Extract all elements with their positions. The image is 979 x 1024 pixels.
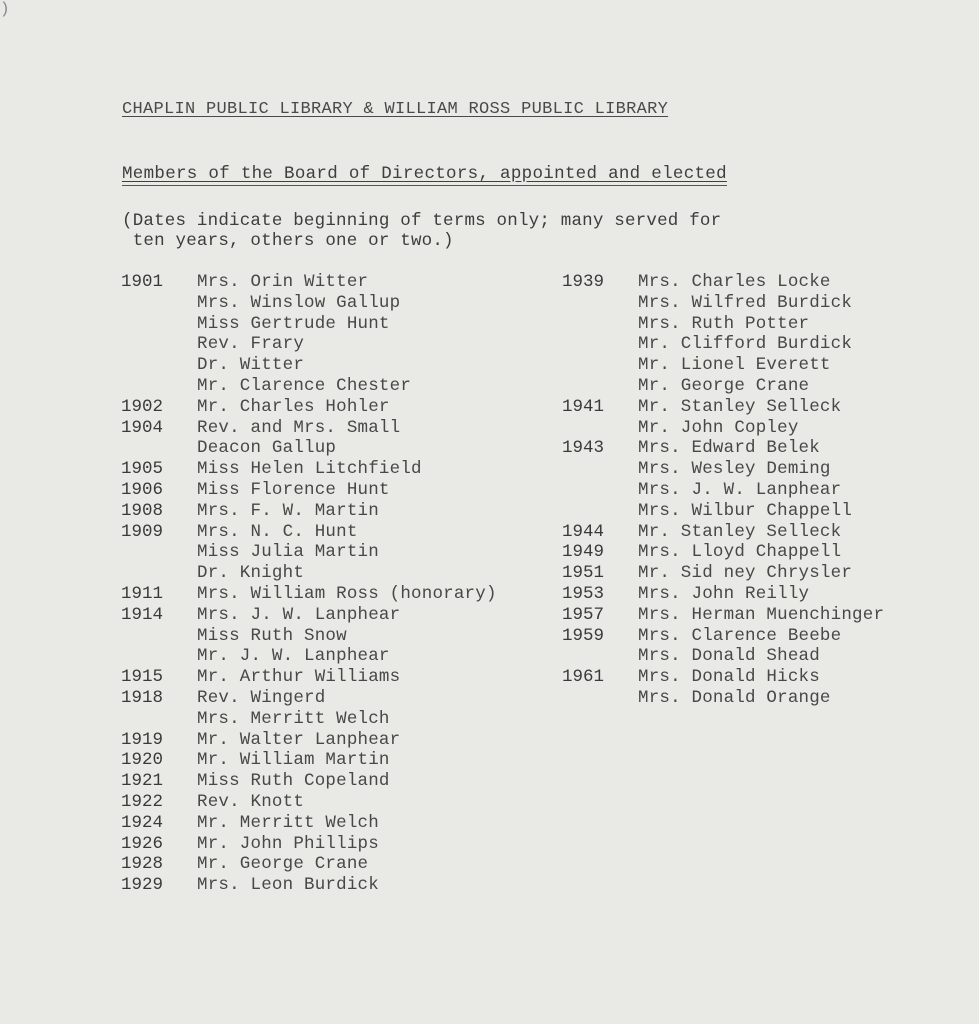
term-year: 1949: [562, 542, 605, 563]
term-year: [562, 376, 638, 397]
member-row: [121, 750, 497, 771]
member-row: [562, 584, 884, 605]
member-name: Mrs. Lloyd Chappell: [638, 542, 842, 563]
member-row: [121, 854, 497, 875]
member-name: Mr. Stanley Selleck: [638, 521, 842, 542]
member-row: [562, 355, 884, 376]
member-name: Mrs. Donald Hicks: [638, 667, 820, 688]
term-year: [562, 646, 638, 667]
member-name: Mr. Clifford Burdick: [638, 334, 853, 355]
member-row: [562, 563, 884, 584]
term-year: [562, 334, 638, 355]
term-year: 1908: [121, 500, 164, 521]
member-name: Mrs. Charles Locke: [638, 272, 831, 292]
term-year: 1919: [121, 729, 164, 750]
term-year: 1920: [121, 750, 164, 771]
member-row: [121, 501, 497, 522]
term-year: [121, 376, 197, 397]
member-name: Rev. Frary: [197, 334, 305, 355]
member-row: [121, 875, 497, 896]
term-year: [562, 480, 638, 501]
member-name: Mr. Charles Hohler: [197, 396, 390, 417]
member-name: Mrs. Orin Witter: [197, 272, 369, 292]
term-year: 1915: [121, 667, 164, 688]
member-name: Mr. William Martin: [197, 750, 390, 771]
member-name: Mr. Sid ney Chrysler: [638, 563, 853, 584]
member-name: Mrs. Wilbur Chappell: [638, 500, 853, 521]
term-year: [121, 646, 197, 667]
member-name: Mr. Walter Lanphear: [197, 729, 401, 750]
left-member-list: [121, 272, 497, 896]
term-year: 1906: [121, 479, 164, 500]
member-row: [562, 334, 884, 355]
term-year: 1939: [562, 272, 605, 292]
member-name: Mrs. Clarence Beebe: [638, 625, 842, 646]
member-name: Miss Gertrude Hunt: [197, 313, 390, 334]
term-year: [562, 688, 638, 709]
term-year: 1951: [562, 563, 605, 584]
member-name: Deacon Gallup: [197, 438, 337, 459]
term-year: 1924: [121, 812, 164, 833]
member-row: [121, 626, 497, 647]
member-row: [121, 584, 497, 605]
term-year: 1943: [562, 438, 605, 459]
member-name: Mrs. J. W. Lanphear: [638, 479, 842, 500]
member-row: [562, 293, 884, 314]
member-name: Rev. and Mrs. Small: [197, 417, 401, 438]
member-row: [562, 626, 884, 647]
member-name: Mrs. F. W. Martin: [197, 500, 379, 521]
term-year: [121, 314, 197, 335]
term-year: [121, 563, 197, 584]
member-name: Mrs. Wesley Deming: [638, 459, 831, 480]
member-name: Mrs. Leon Burdick: [197, 875, 379, 896]
member-name: Dr. Knight: [197, 563, 305, 584]
member-row: [121, 771, 497, 792]
right-member-list: [562, 272, 884, 709]
member-row: [121, 418, 497, 439]
member-row: [121, 688, 497, 709]
member-name: Rev. Wingerd: [197, 687, 326, 708]
member-row: [121, 605, 497, 626]
member-row: [121, 522, 497, 543]
member-row: [121, 376, 497, 397]
member-row: [121, 813, 497, 834]
member-row: [121, 438, 497, 459]
term-year: [121, 709, 197, 730]
member-row: [121, 272, 497, 293]
member-row: [121, 563, 497, 584]
subtitle-text: Members of the Board of Directors, appointed and elected: [122, 164, 727, 184]
member-row: [562, 418, 884, 439]
term-year: 1944: [562, 521, 605, 542]
term-year: [562, 459, 638, 480]
member-name: Mr. John Copley: [638, 417, 799, 438]
member-name: Mr. Lionel Everett: [638, 355, 831, 376]
member-name: Mrs. Edward Belek: [638, 438, 820, 459]
member-name: Mrs. Donald Shead: [638, 646, 820, 667]
term-year: 1902: [121, 396, 164, 417]
member-row: [121, 667, 497, 688]
term-year: 1901: [121, 272, 164, 292]
member-row: [562, 480, 884, 501]
member-name: Mr. John Phillips: [197, 833, 379, 854]
member-name: Mrs. Donald Orange: [638, 687, 831, 708]
corner-mark: ): [0, 0, 10, 18]
member-row: [121, 730, 497, 751]
term-year: 1959: [562, 625, 605, 646]
member-row: [121, 834, 497, 855]
member-row: [562, 314, 884, 335]
member-row: [562, 688, 884, 709]
term-year: [562, 314, 638, 335]
document-title: CHAPLIN PUBLIC LIBRARY & WILLIAM ROSS PUBLIC LIBRARY: [122, 100, 669, 119]
member-name: Mrs. William Ross (honorary): [197, 583, 497, 604]
member-row: [562, 542, 884, 563]
term-year: 1922: [121, 791, 164, 812]
term-year: [562, 355, 638, 376]
term-year: 1941: [562, 396, 605, 417]
term-year: 1909: [121, 521, 164, 542]
member-name: Mr. Clarence Chester: [197, 375, 412, 396]
member-name: Mr. Stanley Selleck: [638, 396, 842, 417]
member-name: Rev. Knott: [197, 791, 305, 812]
term-year: 1921: [121, 771, 164, 792]
member-row: [562, 667, 884, 688]
term-year: 1928: [121, 854, 164, 875]
member-name: Mrs. Ruth Potter: [638, 313, 810, 334]
member-row: [562, 605, 884, 626]
term-year: 1904: [121, 417, 164, 438]
member-name: Mrs. Herman Muenchinger: [638, 604, 885, 625]
member-row: [121, 314, 497, 335]
member-name: Miss Ruth Copeland: [197, 771, 390, 792]
member-row: [562, 397, 884, 418]
term-year: [121, 293, 197, 314]
term-year: [121, 626, 197, 647]
term-year: [121, 542, 197, 563]
member-name: Mrs. N. C. Hunt: [197, 521, 358, 542]
member-row: [121, 459, 497, 480]
terms-note: [122, 211, 721, 251]
member-row: [121, 293, 497, 314]
term-year: [562, 293, 638, 314]
member-name: Mr. George Crane: [197, 854, 369, 875]
document-subtitle: [122, 164, 727, 186]
member-name: Mr. J. W. Lanphear: [197, 646, 390, 667]
term-year: 1914: [121, 604, 164, 625]
member-row: [562, 438, 884, 459]
member-name: Mrs. Wilfred Burdick: [638, 292, 853, 313]
term-year: 1926: [121, 833, 164, 854]
member-name: Mr. Merritt Welch: [197, 812, 379, 833]
note-line-1: (Dates indicate beginning of terms only; many served for: [122, 211, 722, 231]
member-name: Mrs. Merritt Welch: [197, 708, 390, 729]
member-row: [121, 646, 497, 667]
term-year: 1957: [562, 604, 605, 625]
term-year: [121, 334, 197, 355]
member-name: Mr. George Crane: [638, 375, 810, 396]
member-name: Mrs. Winslow Gallup: [197, 292, 401, 313]
term-year: 1961: [562, 667, 605, 688]
member-name: Mrs. J. W. Lanphear: [197, 604, 401, 625]
member-row: [121, 334, 497, 355]
member-row: [562, 522, 884, 543]
term-year: [562, 418, 638, 439]
member-row: [121, 709, 497, 730]
term-year: 1905: [121, 459, 164, 480]
member-row: [562, 646, 884, 667]
member-name: Dr. Witter: [197, 355, 305, 376]
member-name: Mrs. John Reilly: [638, 583, 810, 604]
member-name: Miss Julia Martin: [197, 542, 379, 563]
member-name: Mr. Arthur Williams: [197, 667, 401, 688]
term-year: 1953: [562, 583, 605, 604]
member-name: Miss Ruth Snow: [197, 625, 347, 646]
term-year: [121, 355, 197, 376]
term-year: 1929: [121, 875, 164, 896]
member-row: [562, 272, 884, 293]
member-row: [121, 355, 497, 376]
member-row: [562, 376, 884, 397]
member-row: [121, 792, 497, 813]
term-year: [121, 438, 197, 459]
member-name: Miss Florence Hunt: [197, 479, 390, 500]
member-name: Miss Helen Litchfield: [197, 459, 422, 480]
member-row: [562, 459, 884, 480]
member-row: [562, 501, 884, 522]
term-year: [562, 501, 638, 522]
member-row: [121, 480, 497, 501]
member-row: [121, 542, 497, 563]
note-line-2: ten years, others one or two.): [122, 231, 454, 251]
term-year: 1911: [121, 583, 164, 604]
term-year: 1918: [121, 687, 164, 708]
member-row: [121, 397, 497, 418]
